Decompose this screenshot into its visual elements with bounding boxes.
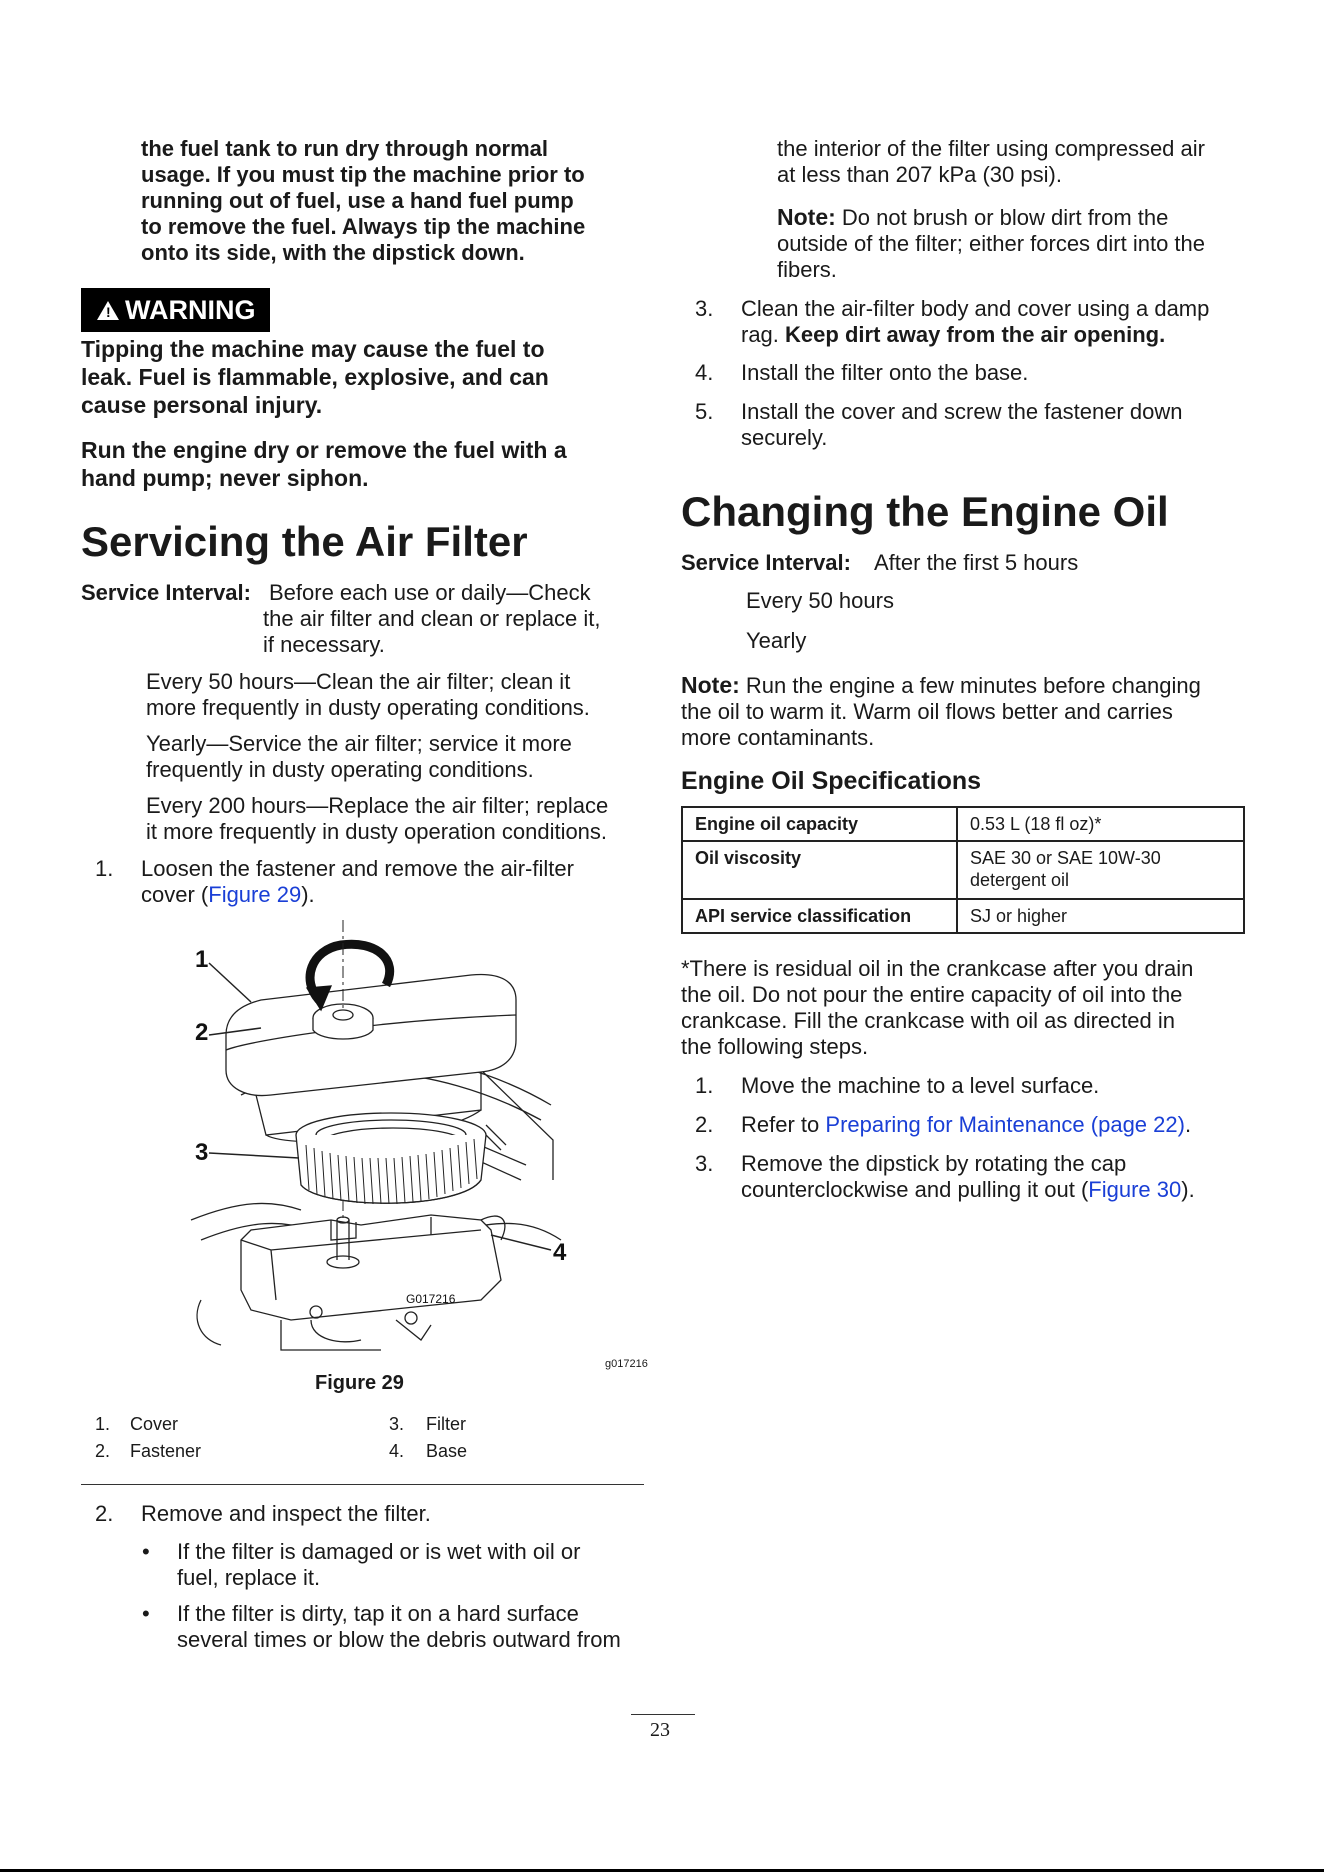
step-line: Remove the dipstick by rotating the cap [741, 1151, 1127, 1176]
fuel-intro-paragraph [141, 136, 585, 266]
filter-continued-text [777, 136, 1205, 188]
figure-divider [81, 1484, 644, 1485]
intro-line: usage. If you must tip the machine prior to [141, 162, 585, 187]
legend-number: 1. [95, 1414, 111, 1434]
bullet-line: several times or blow the debris outward from [177, 1627, 621, 1652]
callout-2: 2 [195, 1019, 209, 1046]
page-number-rule [631, 1714, 695, 1715]
text-line: the following steps. [681, 1034, 869, 1059]
intro-line: running out of fuel, use a hand fuel pump [141, 188, 574, 213]
text-line: at less than 207 kPa (30 psi). [777, 162, 1062, 187]
interval-line: if necessary. [263, 632, 385, 657]
figure-30-link[interactable]: Figure 30 [1088, 1177, 1182, 1202]
service-interval-item: Every 50 hours [746, 588, 894, 613]
note-line [777, 204, 1205, 231]
step-line: securely. [741, 425, 828, 450]
intro-line: the fuel tank to run dry through normal [141, 136, 548, 161]
figure-code-inner: G017216 [406, 1292, 456, 1306]
section-title-air-filter: Servicing the Air Filter [81, 518, 528, 565]
text-line: crankcase. Fill the crankcase with oil as directed in [681, 1008, 1175, 1033]
spec-value: SAE 30 or SAE 10W-30 detergent oil [957, 841, 1244, 899]
oil-spec-table [681, 806, 1245, 934]
note-line: outside of the filter; either forces dirt into the [777, 231, 1206, 256]
legend-number: 4. [389, 1441, 405, 1461]
step-line [741, 1177, 1195, 1203]
step-number: 5. [695, 399, 714, 424]
service-interval-item: Yearly [746, 628, 807, 653]
page-number: 23 [650, 1719, 670, 1741]
step-line: Loosen the fastener and remove the air-filter [141, 856, 574, 881]
interval-line: the air filter and clean or replace it, [263, 606, 601, 631]
step-1-text [141, 856, 574, 908]
bullet-line: If the filter is dirty, tap it on a hard surface [177, 1601, 579, 1626]
preparing-maintenance-link[interactable]: Preparing for Maintenance (page 22) [825, 1112, 1185, 1137]
warning-line: Run the engine dry or remove the fuel with a [81, 437, 567, 463]
step-number: 1. [95, 856, 114, 881]
bullet-marker: • [142, 1601, 150, 1626]
step-text: . [1184, 1112, 1192, 1137]
bullet-1-text [177, 1539, 581, 1591]
warning-line: hand pump; never siphon. [81, 465, 369, 491]
interval-line: frequently in dusty operating conditions. [146, 757, 534, 782]
step-2-text: Remove and inspect the filter. [141, 1501, 431, 1526]
step-number: 2. [695, 1112, 714, 1137]
interval-line: Every 50 hours—Clean the air filter; clean it [146, 669, 571, 694]
step-number: 1. [695, 1073, 714, 1098]
interval-line: Before each use or daily—Check [269, 580, 591, 605]
interval-line: Yearly—Service the air filter; service it more [146, 731, 572, 756]
interval-line: it more frequently in dusty operation conditions. [146, 819, 608, 844]
step-number: 3. [695, 296, 714, 321]
figure-29-link[interactable]: Figure 29 [208, 882, 302, 907]
step-text: ). [1181, 1177, 1195, 1202]
service-interval-item [146, 731, 572, 783]
note-text: Run the engine a few minutes before changing [745, 673, 1201, 698]
note-label: Note: [777, 204, 836, 230]
spec-value: 0.53 L (18 fl oz)* [957, 807, 1244, 841]
step-text: counterclockwise and pulling it out ( [741, 1177, 1089, 1202]
warning-line: Tipping the machine may cause the fuel to [81, 336, 545, 362]
legend-label: Cover [130, 1414, 179, 1434]
service-interval-item [146, 793, 608, 845]
legend-label: Base [426, 1441, 468, 1461]
interval-line: Every 200 hours—Replace the air filter; replace [146, 793, 609, 818]
section-title-engine-oil: Changing the Engine Oil [681, 488, 1169, 535]
service-interval-first [263, 580, 601, 658]
text-line: the oil. Do not pour the entire capacity of oil into the [681, 982, 1183, 1007]
spec-value: SJ or higher [957, 899, 1244, 933]
legend-label: Filter [426, 1414, 466, 1434]
legend-number: 2. [95, 1441, 111, 1461]
bullet-marker: • [142, 1539, 150, 1564]
warning-instruction [81, 436, 567, 492]
step-3-text [741, 296, 1209, 348]
figure-code-outer: g017216 [605, 1358, 648, 1370]
intro-line: onto its side, with the dipstick down. [141, 240, 525, 265]
warning-line: leak. Fuel is flammable, explosive, and can [81, 364, 549, 390]
bullet-line: If the filter is damaged or is wet with oil or [177, 1539, 581, 1564]
intro-line: to remove the fuel. Always tip the machine [141, 214, 586, 239]
note-1 [777, 204, 1205, 283]
interval-line: more frequently in dusty operating conditions. [146, 695, 590, 720]
legend-number: 3. [389, 1414, 405, 1434]
service-interval-item [146, 669, 590, 721]
spec-key: API service classification [682, 899, 957, 933]
step-number: 3. [695, 1151, 714, 1176]
warning-label-text: WARNING [125, 295, 256, 325]
step-text: rag. [741, 322, 779, 347]
warning-triangle-icon: ! [97, 301, 119, 320]
text-line: the interior of the filter using compressed air [777, 136, 1205, 161]
step-text: ). [301, 882, 315, 907]
air-filter-diagram [181, 920, 581, 1360]
note-line [681, 672, 1201, 699]
residual-oil-note [681, 956, 1193, 1060]
table-row [682, 841, 1244, 899]
bullet-2-text [177, 1601, 621, 1653]
step-5-text [741, 399, 1182, 451]
spec-title: Engine Oil Specifications [681, 767, 982, 795]
service-interval-label: Service Interval: [681, 550, 851, 575]
step-number: 4. [695, 360, 714, 385]
table-row [682, 807, 1244, 841]
step-line [741, 322, 1209, 348]
figure-29-caption: Figure 29 [315, 1372, 404, 1394]
warning-line: cause personal injury. [81, 392, 323, 418]
step-emphasis: Keep dirt away from the air opening. [785, 322, 1166, 347]
note-label: Note: [681, 672, 740, 698]
spec-key: Oil viscosity [682, 841, 957, 899]
service-interval-label: Service Interval: [81, 580, 251, 605]
oil-step-3-text [741, 1151, 1195, 1203]
callout-1: 1 [195, 946, 209, 973]
note-line: the oil to warm it. Warm oil flows better and carries [681, 699, 1173, 724]
bullet-line: fuel, replace it. [177, 1565, 321, 1590]
callout-4: 4 [553, 1239, 567, 1266]
step-text: cover ( [141, 882, 209, 907]
note-line: more contaminants. [681, 725, 875, 750]
step-text: Refer to [741, 1112, 820, 1137]
warning-text [81, 335, 549, 419]
step-line [141, 882, 574, 908]
text-line: *There is residual oil in the crankcase after you drain [681, 956, 1194, 981]
note-line: fibers. [777, 257, 837, 282]
legend-label: Fastener [130, 1441, 202, 1461]
note-text: Do not brush or blow dirt from the [841, 205, 1169, 230]
figure-29-illustration [181, 920, 581, 1360]
step-number: 2. [95, 1501, 114, 1526]
warning-label [81, 288, 270, 332]
oil-step-2-text [741, 1112, 1191, 1138]
step-line: Clean the air-filter body and cover using a damp [741, 296, 1210, 321]
callout-3: 3 [195, 1139, 209, 1166]
note-2 [681, 672, 1201, 751]
step-4-text: Install the filter onto the base. [741, 360, 1029, 385]
table-row [682, 899, 1244, 933]
oil-step-1-text: Move the machine to a level surface. [741, 1073, 1100, 1098]
step-line: Install the cover and screw the fastener down [741, 399, 1183, 424]
spec-key: Engine oil capacity [682, 807, 957, 841]
service-interval-first: After the first 5 hours [874, 550, 1079, 575]
